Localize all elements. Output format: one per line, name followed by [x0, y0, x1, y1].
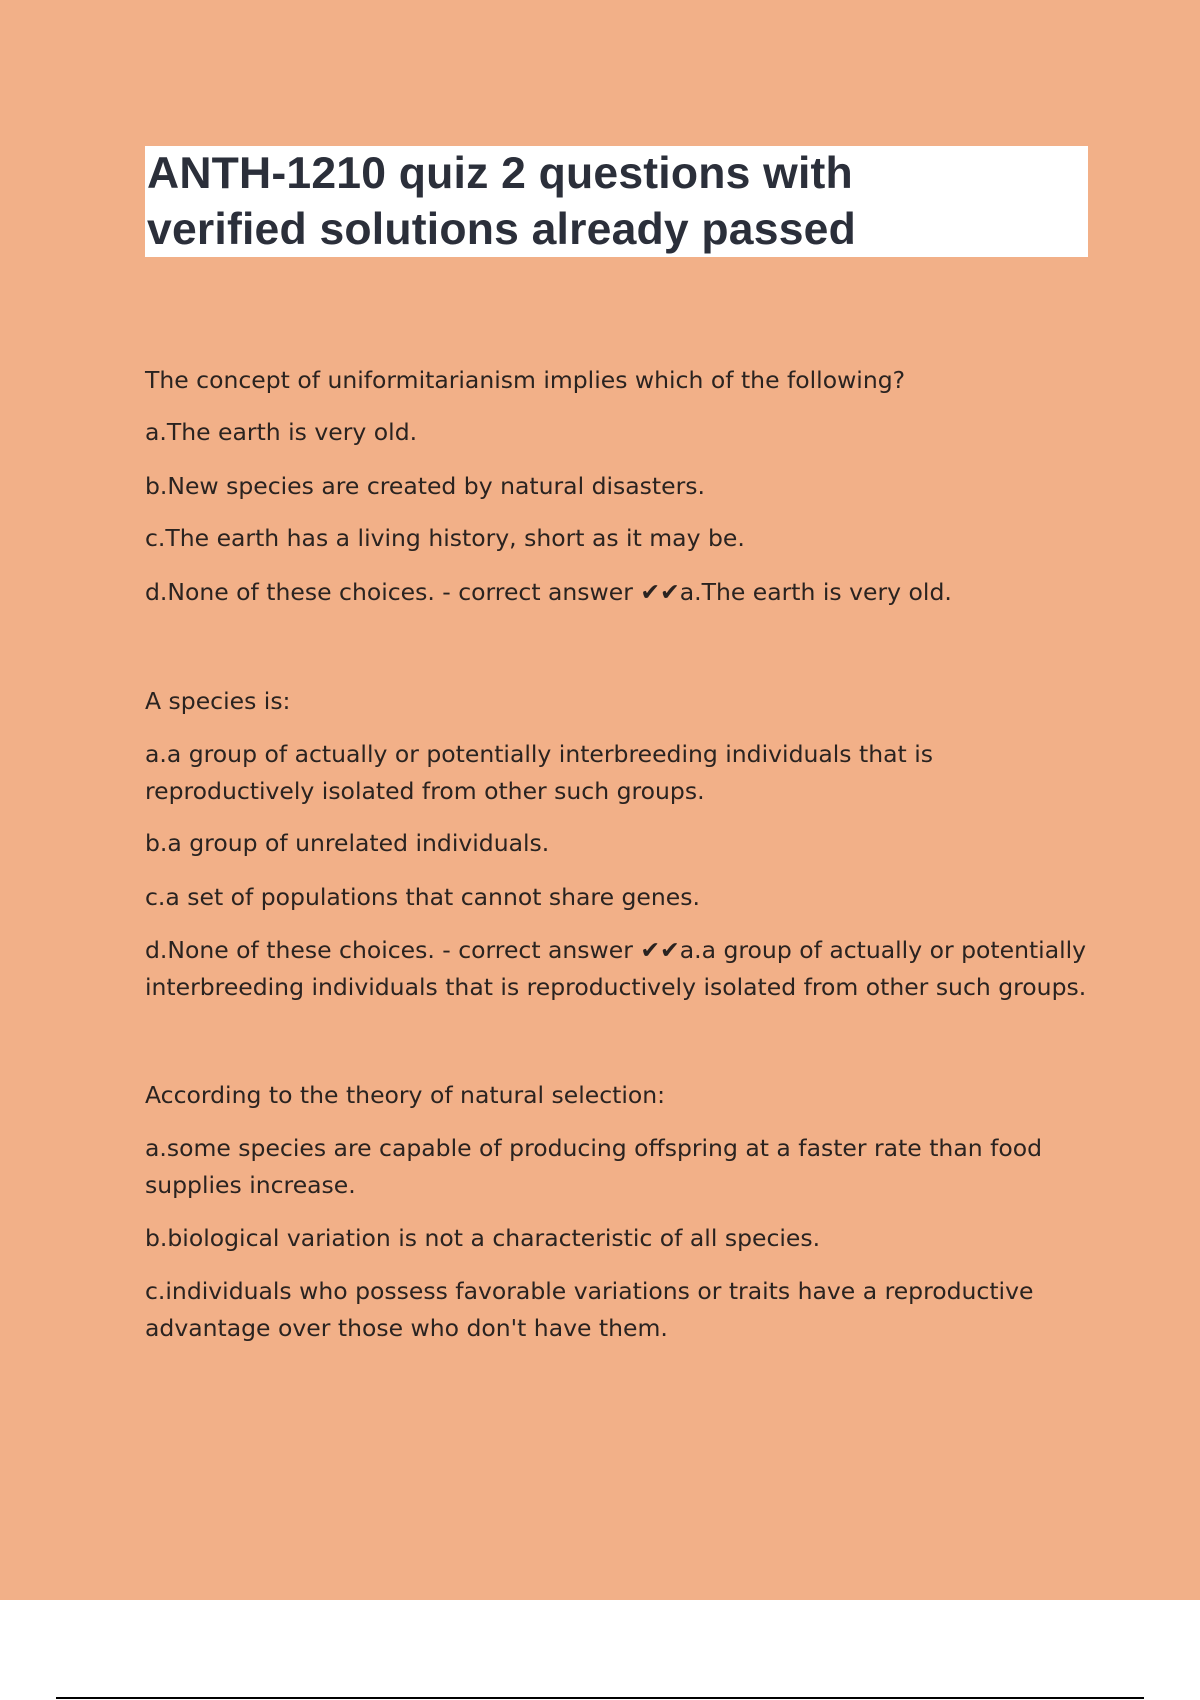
- question-2-choice-a: a.a group of actually or potentially interbreeding individuals that is reproductively isolated from other such groups.: [145, 740, 933, 805]
- footer-divider: [56, 1697, 1144, 1699]
- question-3-prompt: According to the theory of natural selection:: [145, 1081, 666, 1109]
- title-line-2: verified solutions already passed: [147, 205, 856, 254]
- question-1-choice-d-answer: d.None of these choices. - correct answer ✔✔a.The earth is very old.: [145, 578, 952, 606]
- question-2-choice-b: b.a group of unrelated individuals.: [145, 829, 550, 857]
- question-2-choice-c: c.a set of populations that cannot share genes.: [145, 883, 700, 911]
- question-2-prompt: A species is:: [145, 687, 291, 715]
- title-line-1: ANTH-1210 quiz 2 questions with: [147, 149, 853, 198]
- question-1-choice-a: a.The earth is very old.: [145, 418, 418, 446]
- question-3-choice-b: b.biological variation is not a characteristic of all species.: [145, 1224, 821, 1252]
- question-1-choice-c: c.The earth has a living history, short as it may be.: [145, 524, 745, 552]
- document-title: [147, 146, 1086, 258]
- question-1-prompt: The concept of uniformitarianism implies which of the following?: [145, 366, 906, 394]
- question-1-choice-b: b.New species are created by natural disasters.: [145, 472, 705, 500]
- question-2-choice-d-answer: d.None of these choices. - correct answer ✔✔a.a group of actually or potentially interbreeding individuals that is reproductively isolated from other such groups.: [145, 936, 1087, 1001]
- question-3-choice-a: a.some species are capable of producing offspring at a faster rate than food supplies increase.: [145, 1134, 1043, 1199]
- title-box: [145, 146, 1088, 257]
- question-3-choice-c: c.individuals who possess favorable variations or traits have a reproductive advantage over those who don't have them.: [145, 1277, 1034, 1342]
